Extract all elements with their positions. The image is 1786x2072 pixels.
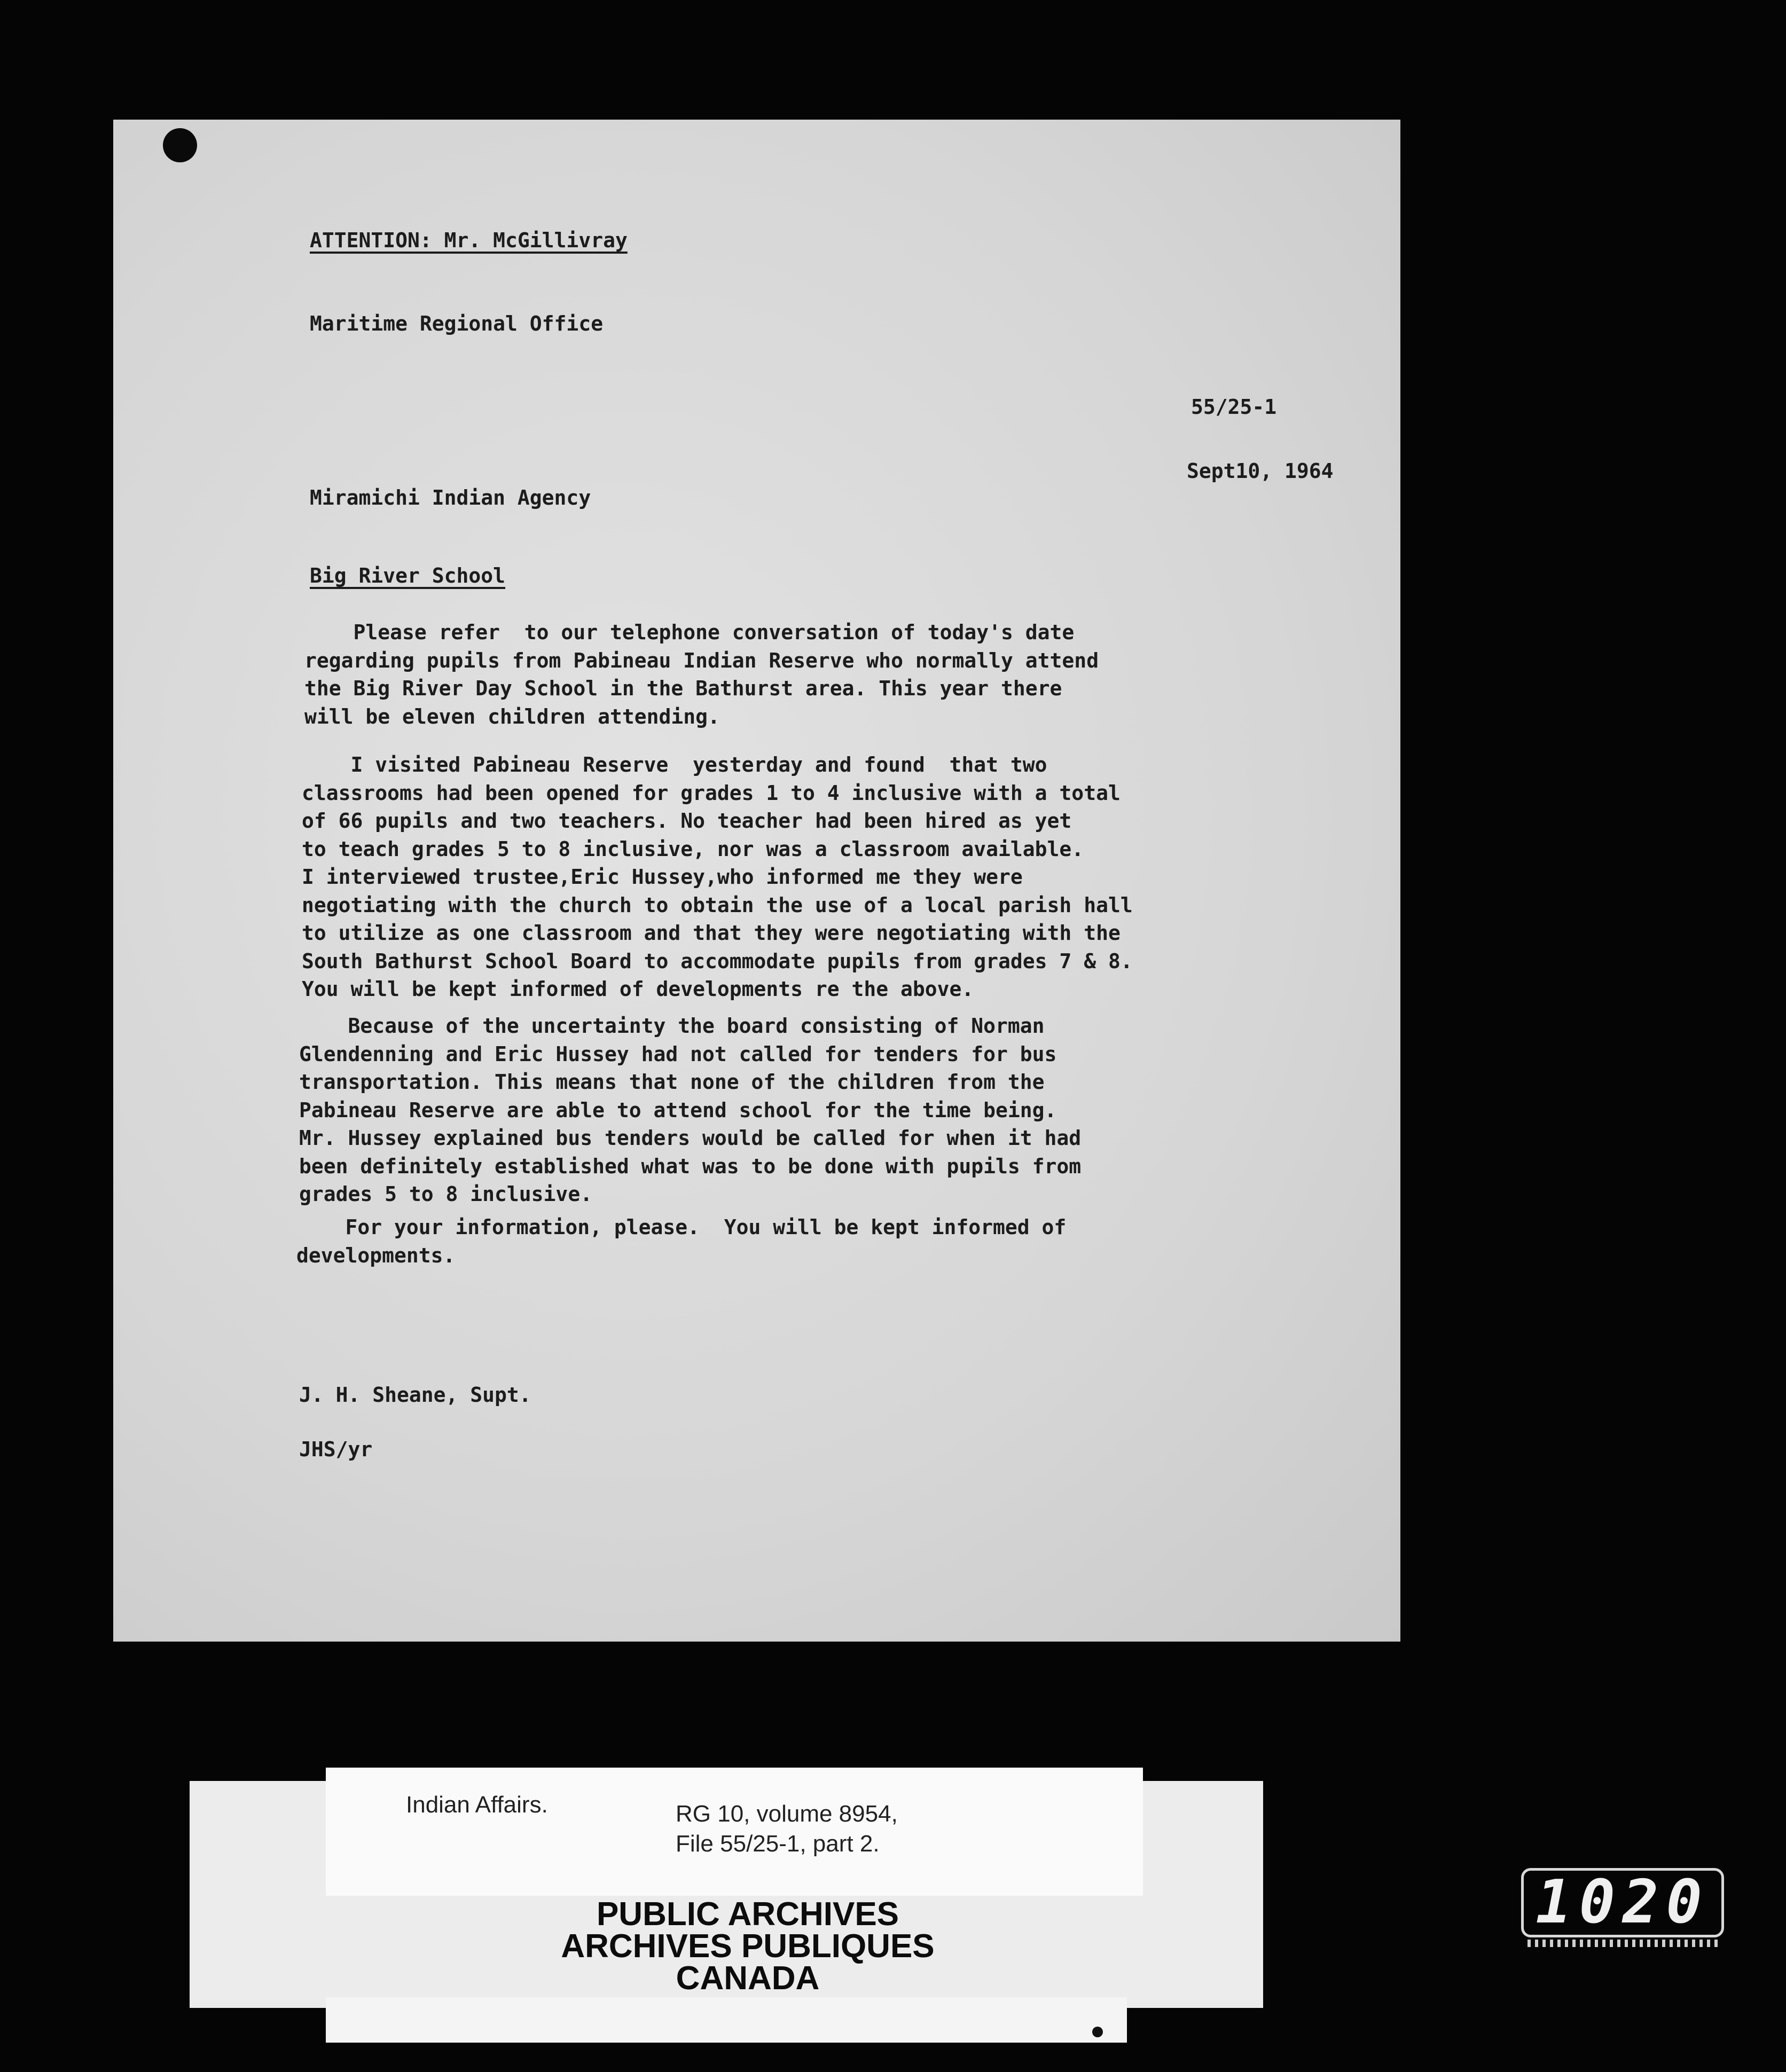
reference-line-1: RG 10, volume 8954, bbox=[676, 1801, 898, 1827]
body-line: I interviewed trustee,Eric Hussey,who informed me they were bbox=[302, 865, 1023, 889]
reference-line-2: File 55/25-1, part 2. bbox=[676, 1831, 880, 1857]
body-line: I visited Pabineau Reserve yesterday and found that two bbox=[302, 753, 1047, 776]
body-line: grades 5 to 8 inclusive. bbox=[299, 1182, 593, 1206]
body-line: Glendenning and Eric Hussey had not called for tenders for bus bbox=[299, 1042, 1057, 1066]
body-line: classrooms had been opened for grades 1 to 4 inclusive with a total bbox=[302, 781, 1121, 805]
body-line: For your information, please. You will be kept informed of bbox=[296, 1215, 1067, 1239]
paragraph-2 bbox=[302, 751, 1133, 1003]
body-line: You will be kept informed of developments re the above. bbox=[302, 977, 974, 1001]
body-line: Pabineau Reserve are able to attend school for the time being. bbox=[299, 1098, 1057, 1122]
subject-line: Big River School bbox=[310, 564, 506, 587]
body-line: will be eleven children attending. bbox=[304, 704, 720, 728]
file-reference: 55/25-1 bbox=[1191, 395, 1277, 419]
archives-french: ARCHIVES PUBLIQUES bbox=[561, 1928, 935, 1965]
body-line: South Bathurst School Board to accommodate pupils from grades 7 & 8. bbox=[302, 949, 1133, 973]
paragraph-4 bbox=[296, 1213, 1066, 1269]
attention-line: ATTENTION: Mr. McGillivray bbox=[310, 229, 628, 252]
recipient-agency: Miramichi Indian Agency bbox=[310, 486, 591, 509]
archives-english: PUBLIC ARCHIVES bbox=[596, 1896, 899, 1933]
punch-hole bbox=[163, 128, 197, 162]
body-line: to teach grades 5 to 8 inclusive, nor was a classroom available. bbox=[302, 837, 1084, 861]
paragraph-1 bbox=[304, 618, 1099, 731]
body-line: been definitely established what was to be done with pupils from bbox=[299, 1154, 1082, 1178]
archives-stamp bbox=[513, 1898, 983, 1995]
letter-date: Sept10, 1964 bbox=[1187, 459, 1334, 483]
signature: J. H. Sheane, Supt. bbox=[299, 1383, 531, 1407]
department-label: Indian Affairs. bbox=[406, 1792, 548, 1818]
body-line: Please refer to our telephone conversation of today's date bbox=[304, 621, 1075, 644]
label-dot bbox=[1092, 2027, 1103, 2037]
body-line: Because of the uncertainty the board consisting of Norman bbox=[299, 1014, 1045, 1038]
frame-counter: 1020 bbox=[1521, 1868, 1724, 1937]
body-line: Mr. Hussey explained bus tenders would be called for when it had bbox=[299, 1126, 1082, 1150]
body-line: developments. bbox=[296, 1243, 456, 1267]
frame-counter-ticks bbox=[1528, 1940, 1720, 1947]
typist-initials: JHS/yr bbox=[299, 1438, 373, 1461]
paragraph-3 bbox=[299, 1012, 1081, 1208]
body-line: to utilize as one classroom and that they were negotiating with the bbox=[302, 921, 1121, 945]
archives-country: CANADA bbox=[676, 1960, 820, 1997]
body-line: transportation. This means that none of the children from the bbox=[299, 1070, 1045, 1094]
body-line: the Big River Day School in the Bathurst area. This year there bbox=[304, 677, 1062, 700]
body-line: regarding pupils from Pabineau Indian Reserve who normally attend bbox=[304, 648, 1099, 672]
body-line: of 66 pupils and two teachers. No teacher had been hired as yet bbox=[302, 809, 1072, 833]
body-line: negotiating with the church to obtain the use of a local parish hall bbox=[302, 893, 1133, 917]
from-office: Maritime Regional Office bbox=[310, 312, 604, 335]
label-bottom-strip bbox=[326, 1997, 1127, 2043]
